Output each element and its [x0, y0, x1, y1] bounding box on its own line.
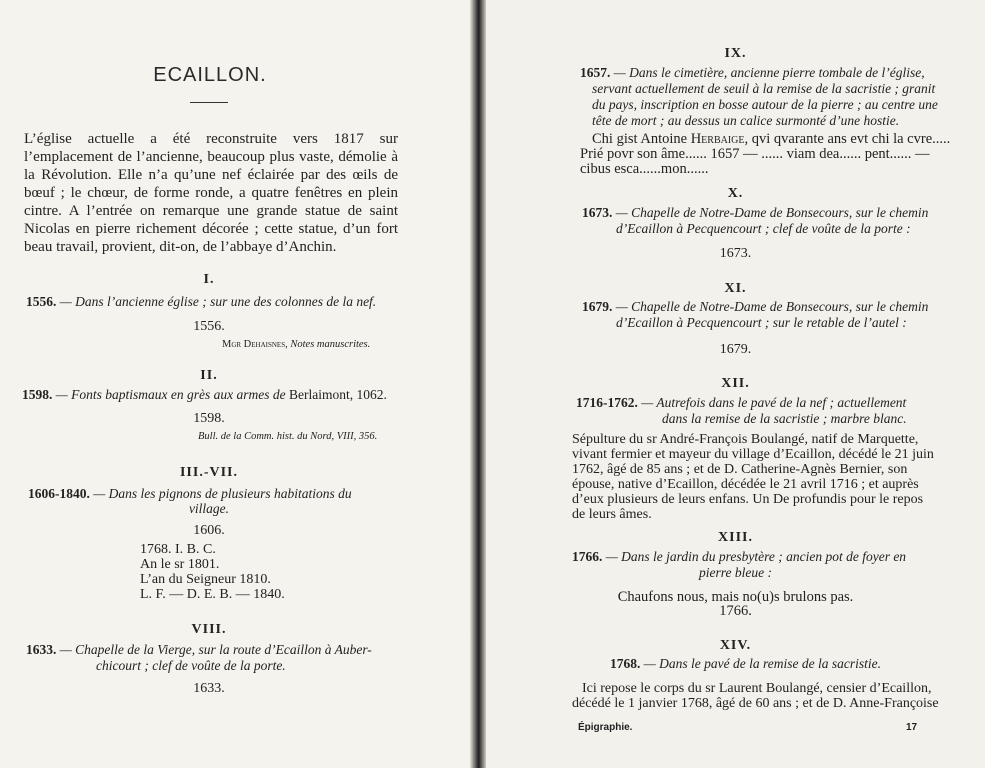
entry-desc-11: 1679. — Chapelle de Notre-Dame de Bonsecours, sur le chemin: [582, 299, 929, 314]
page-number: 17: [906, 722, 918, 733]
inscription-14-l2: décédé le 1 janvier 1768, âgé de 60 ans ; et de D. Anne-Françoise: [572, 696, 939, 711]
entry-text-3: 1606.: [193, 523, 225, 538]
entry-number-9: IX.: [724, 46, 747, 61]
entry-text-1: 1556.: [193, 319, 225, 334]
entry-number-13: XIII.: [718, 530, 753, 545]
entry-number-12: XII.: [721, 376, 750, 391]
intro-paragraph: L’église actuelle a été reconstruite vers 1817 sur l’emplacement de l’ancienne, beaucoup plus vaste, démolie à la Révolution. Elle n’a qu’une nef éclairée par des œils de bœuf ; le chœur, de forme ronde, a quatre fenêtres en plein cintre. A l’entrée on remarque une grande statue de saint Nicolas en pierre richement décorée ; cette statue, d’un fort beau travail, provient, dit-on, de l’abbaye d’Anchin.: [24, 131, 398, 255]
inscription-12-l1: Sépulture du sr André-François Boulangé, natif de Marquette,: [572, 432, 919, 447]
entry-text-2: 1598.: [193, 411, 225, 426]
entry-source-2: Bull. de la Comm. hist. du Nord, VIII, 356.: [198, 431, 378, 442]
entry-desc-2: 1598. — Fonts baptismaux en grès aux armes de Berlaimont, 1062.: [22, 387, 387, 402]
inscription-12-l2: vivant fermier et mayeur du village d’Ecaillon, décédé le 21 juin: [572, 447, 934, 462]
entry-desc-1: 1556. — Dans l’ancienne église ; sur une des colonnes de la nef.: [26, 294, 377, 309]
entry-desc-9: 1657. — Dans le cimetière, ancienne pierre tombale de l’église,: [580, 65, 925, 80]
inscription-14-l1: Ici repose le corps du sr Laurent Boulangé, censier d’Ecaillon,: [582, 681, 932, 696]
entry-text-4: 1633.: [193, 681, 225, 696]
right-page: [486, 0, 985, 768]
entry-number-2: II.: [200, 368, 218, 383]
inscription-12-l4: épouse, native d’Ecaillon, décédée le 21 avril 1716 ; et auprès: [572, 477, 919, 492]
entry-desc-3-cont: village.: [188, 501, 230, 516]
book-gutter: [470, 0, 486, 768]
entry-desc-9-l4: tête de mort ; au dessus un calice surmonté d’une hostie.: [592, 113, 900, 128]
inscription-12-l3: 1762, âgé de 85 ans ; et de D. Catherine-Agnès Bernier, son: [572, 462, 908, 477]
entry-desc-4: 1633. — Chapelle de la Vierge, sur la route d’Ecaillon à Auber-: [26, 642, 372, 657]
entry-number-4: VIII.: [191, 622, 227, 637]
entry-desc-9-l3: du pays, inscription en bosse autour de la pierre ; au centre une: [592, 97, 938, 112]
inscription-line-1: 1768. I. B. C.: [140, 542, 216, 557]
entry-desc-10: 1673. — Chapelle de Notre-Dame de Bonsecours, sur le chemin: [582, 205, 929, 220]
entry-desc-4-cont: chicourt ; clef de voûte de la porte.: [96, 658, 286, 673]
inscription-line-4: L. F. — D. E. B. — 1840.: [140, 587, 285, 602]
entry-desc-10-cont: d’Ecaillon à Pecquencourt ; clef de voûte de la porte :: [616, 221, 911, 236]
entry-desc-13: 1766. — Dans le jardin du presbytère ; ancien pot de foyer en: [572, 549, 907, 564]
left-page: [0, 0, 470, 768]
entry-desc-11-cont: d’Ecaillon à Pecquencourt ; sur le retable de l’autel :: [616, 315, 907, 330]
entry-number-1: I.: [203, 272, 215, 287]
entry-number-11: XI.: [724, 281, 747, 296]
inscription-13-l1: Chaufons nous, mais no(u)s brulons pas.: [617, 589, 854, 605]
inscription-9-l3: cibus esca......mon......: [580, 161, 709, 177]
entry-source-1: Mgr Dehaisnes, Notes manuscrites.: [222, 339, 371, 350]
inscription-9-l2: Prié povr son âme...... 1657 — ...... viam dea...... pent...... —: [580, 146, 930, 162]
inscription-line-2: An le sr 1801.: [140, 557, 220, 572]
entry-desc-12: 1716-1762. — Autrefois dans le pavé de la nef ; actuellement: [576, 395, 907, 410]
inscription-13-l2: 1766.: [719, 603, 752, 619]
inscription-9-l1: Chi gist Antoine Herbaige, qvi qvarante ans evt chi la cvre.....: [592, 131, 951, 147]
entry-number-14: XIV.: [719, 638, 752, 653]
entry-number-10: X.: [727, 186, 744, 201]
entry-number-3: III.-VII.: [179, 465, 238, 480]
entry-text-11: 1679.: [719, 342, 752, 357]
entry-desc-13-cont: pierre bleue :: [699, 565, 772, 580]
inscription-12-l5: d’eux plusieurs de leurs enfans. Un De profundis pour le repos: [572, 492, 924, 507]
page-title: ECAILLON.: [153, 64, 267, 86]
entry-desc-3: 1606-1840. — Dans les pignons de plusieurs habitations du: [28, 486, 352, 501]
inscription-line-3: L’an du Seigneur 1810.: [140, 572, 271, 587]
entry-desc-12-cont: dans la remise de la sacristie ; marbre blanc.: [662, 411, 907, 426]
entry-desc-14: 1768. — Dans le pavé de la remise de la sacristie.: [610, 656, 881, 671]
entry-desc-9-l2: servant actuellement de seuil à la remise de la sacristie ; granit: [592, 81, 936, 96]
footer-section-label: Épigraphie.: [578, 722, 633, 733]
entry-text-10: 1673.: [719, 246, 752, 261]
title-rule: [190, 102, 228, 103]
inscription-12-l6: de leurs âmes.: [572, 507, 652, 522]
